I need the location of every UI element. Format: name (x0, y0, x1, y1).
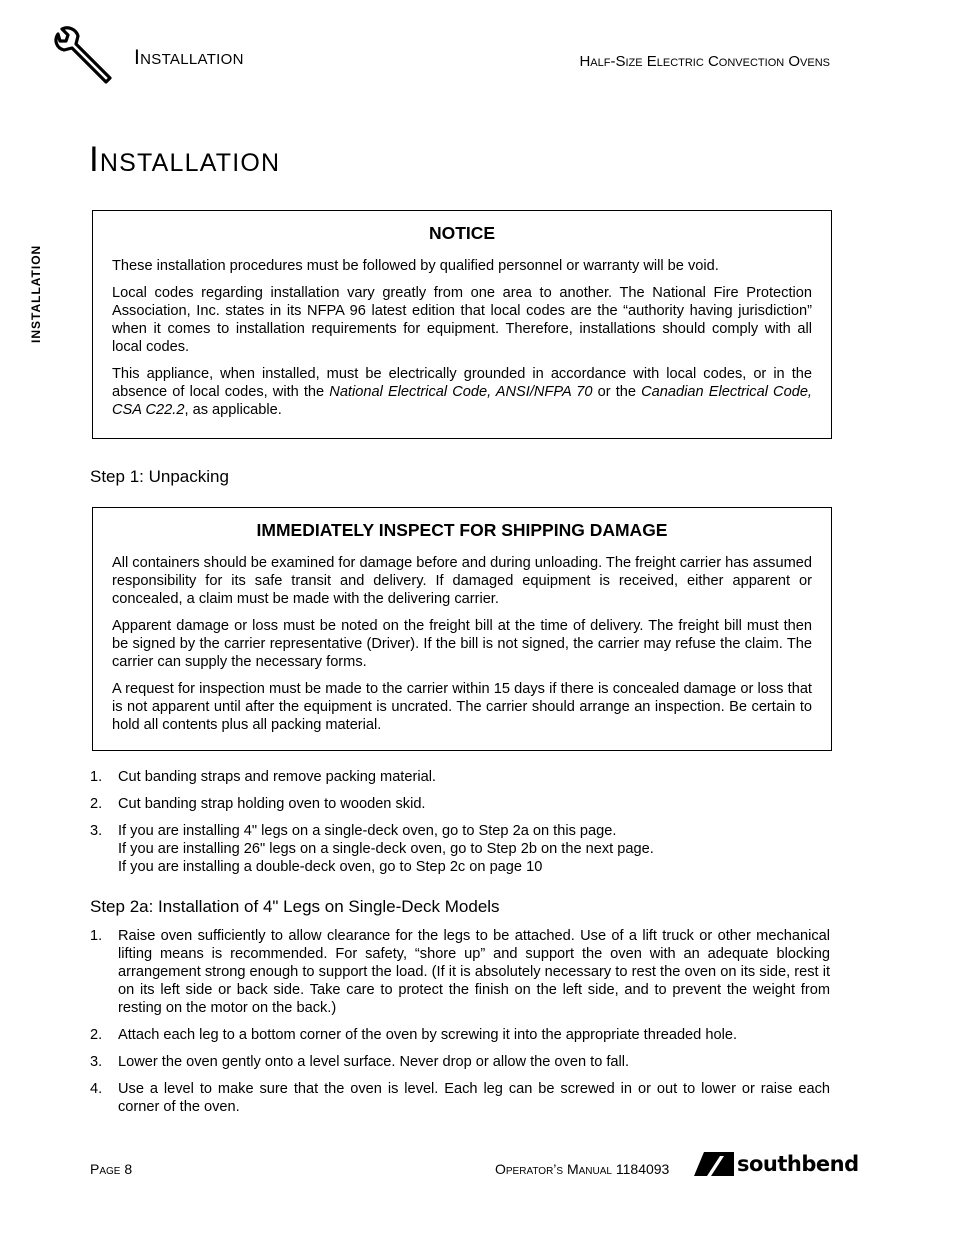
list-item-text: Cut banding strap holding oven to wooden skid. (118, 796, 426, 812)
list-item-number: 3. (90, 823, 103, 839)
inspect-paragraph-1: All containers should be examined for damage before and during unloading. The freight carrier has assumed responsibility for its safe transit and delivery. If damaged equipment is received, either apparent or concealed, a claim must be made with the delivering carrier. (112, 555, 812, 607)
southbend-logo (694, 1150, 859, 1178)
list-item (90, 768, 830, 786)
southbend-logo-mark-icon (694, 1150, 734, 1178)
header-section-title: Installation (134, 46, 244, 69)
notice-paragraph-3 (112, 365, 812, 419)
notice-paragraph-2: Local codes regarding installation vary greatly from one area to another. The National Fire Protection Association, Inc. states in its NFPA 96 latest edition that local codes are the “authority having jurisdiction” when it comes to installation requirements for equipment. Therefore, installations should comply with all local codes. (112, 285, 812, 355)
notice-p3-nec-code: National Electrical Code, ANSI/NFPA 70 (329, 384, 593, 400)
inspect-box (92, 507, 832, 751)
notice-p3-text-c: , as applicable. (184, 402, 282, 418)
footer-manual-number: Operator’s Manual 1184093 (495, 1161, 670, 1177)
list-item-number: 4. (90, 1081, 103, 1097)
notice-title: NOTICE (428, 223, 496, 243)
list-item (90, 1053, 830, 1071)
inspect-title: IMMEDIATELY INSPECT FOR SHIPPING DAMAGE (256, 520, 668, 540)
header-manual-title: Half-Size Electric Convection Ovens (579, 53, 830, 70)
step1-list (90, 768, 830, 885)
list-item-line: If you are installing 4" legs on a single-deck oven, go to Step 2a on this page. (118, 823, 617, 839)
southbend-logo-text: southbend (737, 1152, 859, 1176)
inspect-paragraph-3: A request for inspection must be made to the carrier within 15 days if there is concealed damage or loss that is not apparent until after the equipment is uncrated. The carrier should arrange an inspection. Be certain to hold all contents plus all packing material. (112, 681, 812, 733)
notice-paragraph-1: These installation procedures must be followed by qualified personnel or warranty will be void. (112, 258, 719, 274)
list-item-text: Attach each leg to a bottom corner of the oven by screwing it into the appropriate threaded hole. (118, 1027, 737, 1043)
step2a-list (90, 927, 830, 1125)
inspect-paragraph-2: Apparent damage or loss must be noted on the freight bill at the time of delivery. The freight bill must then be signed by the carrier representative (Driver). If the bill is not signed, the carrier may refuse the claim. The carrier can supply the necessary forms. (112, 618, 812, 670)
list-item-text: Cut banding straps and remove packing material. (118, 769, 436, 785)
list-item-text: Use a level to make sure that the oven is level. Each leg can be screwed in or out to lower or raise each corner of the oven. (118, 1081, 830, 1115)
list-item (90, 822, 830, 876)
list-item-number: 2. (90, 1027, 103, 1043)
wrench-icon (50, 26, 114, 86)
footer-page-number: Page 8 (90, 1161, 133, 1177)
list-item (90, 795, 830, 813)
list-item-number: 1. (90, 769, 103, 785)
list-item-number: 2. (90, 796, 103, 812)
list-item-number: 1. (90, 928, 103, 944)
side-section-tab: INSTALLATION (29, 244, 43, 344)
list-item (90, 1080, 830, 1116)
page-title: Installation (89, 140, 281, 179)
step1-heading: Step 1: Unpacking (90, 467, 229, 486)
list-item-text: Lower the oven gently onto a level surface. Never drop or allow the oven to fall. (118, 1054, 630, 1070)
notice-p3-cec-code: Canadian Electrical Code, CSA C22.2 (112, 384, 812, 418)
list-item-line: If you are installing 26" legs on a single-deck oven, go to Step 2b on the next page. (118, 841, 654, 857)
step2a-heading: Step 2a: Installation of 4" Legs on Single-Deck Models (90, 897, 500, 916)
list-item-text: Raise oven sufficiently to allow clearance for the legs to be attached. Use of a lift truck or other mechanical lifting means is recommended. For safety, “shore up” and support the oven with an adequate blocking arrangement strong enough to support the load. (If it is absolutely necessary to rest the oven on its side, rest it on its left side or back side. Take care to protect the finish on the left side, and to prevent the weight from resting on the motor on the back.) (118, 928, 830, 1016)
list-item-line: If you are installing a double-deck oven, go to Step 2c on page 10 (118, 859, 543, 875)
list-item (90, 1026, 830, 1044)
notice-p3-text-a: This appliance, when installed, must be electrically grounded in accordance with local codes, or in the absence of local codes, with the (112, 366, 812, 400)
list-item-number: 3. (90, 1054, 103, 1070)
notice-p3-text-b: or the (592, 384, 642, 400)
notice-box (92, 210, 832, 439)
list-item (90, 927, 830, 1017)
